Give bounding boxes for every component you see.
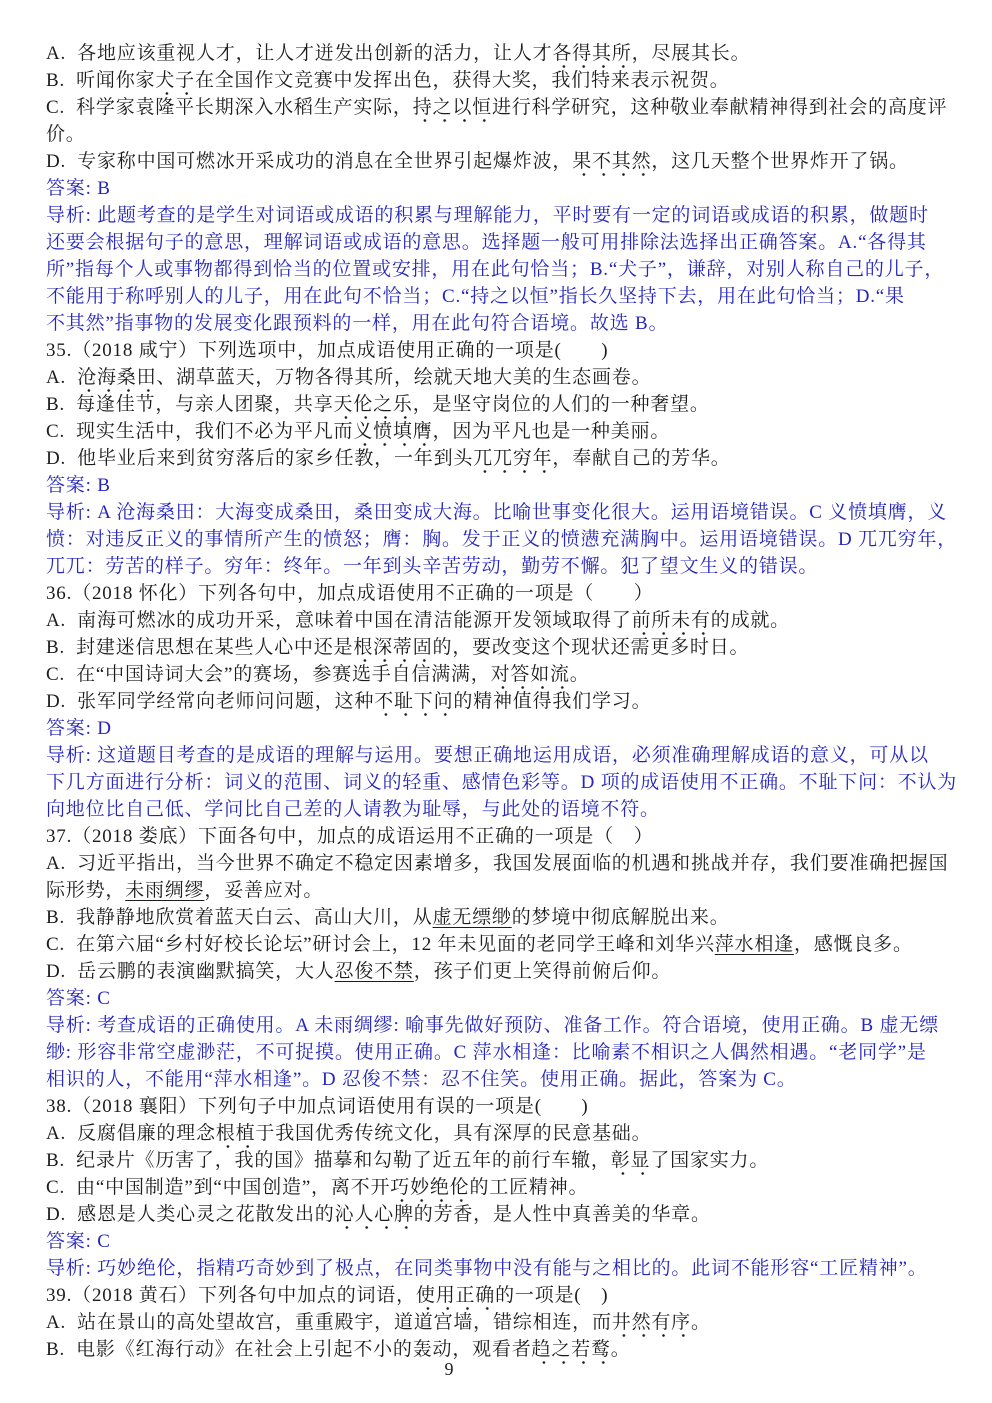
emphasis-dotted-term: 义愤填膺 (353, 421, 432, 447)
page-number: 9 (444, 1359, 454, 1379)
text-run: 价。 (46, 124, 86, 145)
text-run: 兀兀：劳苦的样子。穷年：终年。一年到头辛苦劳动，勤劳不懈。犯了望文生义的错误。 (46, 556, 819, 577)
text-run: C. 在第六届“乡村好校长论坛”研讨会上，12 年未见面的老同学王峰和刘华兴 (46, 934, 715, 955)
text-run: D. 专家称中国可燃冰开采成功的消息在全世界引起爆炸波， (46, 151, 573, 172)
question-header (46, 1282, 950, 1309)
option-line (46, 1120, 950, 1147)
answer-line (46, 715, 950, 742)
text-run: 导析: 巧妙绝伦，指精巧奇妙到了极点，在同类事物中没有能与之相比的。此词不能形容“工匠精神”。 (46, 1258, 928, 1279)
analysis-continuation-line (46, 283, 950, 310)
analysis-line (46, 742, 950, 769)
text-run: 在全国作文竞赛中发挥出色，获得大奖，我们特来表示祝贺。 (194, 70, 730, 91)
option-continuation-line (46, 877, 950, 904)
analysis-continuation-line (46, 256, 950, 283)
text-run: 导析: 这道题目考查的是成语的理解与运用。要想正确地运用成语，必须准确理解成语的意义，可从以 (46, 745, 929, 766)
text-run: 答案: C (46, 988, 111, 1009)
analysis-continuation-line (46, 526, 958, 553)
emphasis-dotted-term: 沧海桑田 (77, 367, 156, 393)
text-run: 的芳香，是人性中真善美的华章。 (413, 1204, 711, 1225)
text-run: 答案: B (46, 475, 111, 496)
text-run: B. 每逢佳节，与亲人团聚，共享 (46, 394, 334, 415)
text-run: ，因为平凡也是一种美丽。 (432, 421, 671, 442)
text-run: 的成就。 (710, 610, 790, 631)
text-run: 相识的人，不能用“萍水相逢”。D 忍俊不禁：忍不住笑。使用正确。据此，答案为 C。 (46, 1069, 797, 1090)
emphasis-dotted-term: 各得其所 (552, 43, 631, 69)
option-line (46, 364, 950, 391)
emphasis-dotted-term: 兀兀穷年 (473, 448, 552, 474)
text-run: 的一项是( ) (495, 1285, 609, 1306)
text-run: 35.（2018 咸宁）下列选项中，加点成语使用正确的一项是( ) (46, 340, 609, 361)
underlined-term: 萍水相逢 (714, 934, 794, 955)
text-run: A. 习近平指出，当今世界不确定不稳定因素增多，我国发展面临的机遇和挑战并存，我们要准确把握国 (46, 853, 949, 874)
question-header (46, 823, 950, 850)
option-line (46, 634, 950, 661)
emphasis-dotted-term: 井然有序 (612, 1312, 691, 1338)
option-line (46, 1336, 950, 1363)
option-line (46, 67, 950, 94)
emphasis-dotted-term: 彰显 (611, 1150, 651, 1176)
text-run: 导析: 考查成语的正确使用。A 未雨绸缪: 喻事先做好预防、准备工作。符合语境，使用正确。B 虚无缥 (46, 1015, 939, 1036)
text-run: 的工匠精神。 (469, 1177, 589, 1198)
text-run: ，妥善应对。 (204, 880, 324, 901)
text-run: 所”指每个人或事物都得到恰当的位置或安排，用在此句恰当；B.“犬子”，谦辞，对别人称自己的儿子， (46, 259, 945, 280)
option-line (46, 1174, 950, 1201)
option-line (46, 445, 950, 472)
option-line (46, 1201, 950, 1228)
document-content (46, 40, 958, 1363)
underlined-term: 忍俊不禁 (334, 961, 414, 982)
text-run: D. 张军同学经常向老师问问题，这种 (46, 691, 375, 712)
text-run: 。 (569, 664, 590, 685)
analysis-continuation-line (46, 1066, 950, 1093)
text-run: 还要会根据句子的意思，理解词语或成语的意思。选择题一般可用排除法选择出正确答案。A.“各得其 (46, 232, 927, 253)
text-run: C. 在“中国诗词大会”的赛场，参赛选手自信满满， (46, 664, 491, 685)
text-run: A. 各地应该重视人才，让人才迸发出创新的活力，让人才 (46, 43, 553, 64)
option-line (46, 391, 950, 418)
text-run: A. (46, 367, 78, 388)
text-run: 了国家实力。 (650, 1150, 770, 1171)
option-line (46, 418, 950, 445)
text-run: ，这几天整个世界炸开了锅。 (651, 151, 909, 172)
text-run: A. 南海可燃冰的成功开采，意味着中国在清洁能源开发领域取得了 (46, 610, 632, 631)
emphasis-dotted-term: 持之以恒 (413, 97, 492, 123)
text-run: 下几方面进行分析：词义的范围、词义的轻重、感情色彩等。D 项的成语使用不正确。不耻下问：不认为 (46, 772, 958, 793)
emphasis-dotted-term: 巧妙绝伦 (390, 1177, 469, 1203)
option-line (46, 1309, 950, 1336)
text-run: ，奉献自己的芳华。 (552, 448, 731, 469)
analysis-line (46, 1255, 950, 1282)
text-run: B. 听闻你家 (46, 70, 156, 91)
text-run: 、湖草蓝天，万物各得其所，绘就天地大美的生态画卷。 (156, 367, 652, 388)
text-run: 进行科学研究，这种敬业奉献精神得到社会的高度评 (491, 97, 948, 118)
text-run: 。 (690, 1312, 711, 1333)
text-run: B. 电影《红海行动》在社会上引起不小的轰动，观看者 (46, 1339, 532, 1360)
text-run: B. 封建迷信思想在某些人心中还是 (46, 637, 354, 658)
emphasis-dotted-term: 天伦之乐 (334, 394, 413, 420)
option-line (46, 1147, 950, 1174)
analysis-continuation-line (46, 769, 958, 796)
answer-line (46, 472, 950, 499)
answer-line (46, 985, 950, 1012)
text-run: 的，要改变这个现状还需更多时日。 (432, 637, 750, 658)
option-continuation-line (46, 121, 950, 148)
text-run: 不其然”指事物的发展变化跟预料的一样，用在此句符合语境。故选 B。 (46, 313, 669, 334)
text-run: 愤：对违反正义的事情所产生的愤怒；膺：胸。发于正义的愤懑充满胸中。运用语境错误。D 兀兀穷年， (46, 529, 958, 550)
option-line (46, 904, 950, 931)
text-run: D. 岳云鹏的表演幽默搞笑，大人 (46, 961, 335, 982)
emphasis-dotted-term: 前所未有 (632, 610, 711, 636)
text-run: A. 反腐倡廉的理念 (46, 1123, 216, 1144)
text-run: ，是坚守岗位的人们的一种奢望。 (412, 394, 710, 415)
text-run: 答案: C (46, 1231, 111, 1252)
analysis-line (46, 1012, 950, 1039)
emphasis-dotted-term: 果不其然 (572, 151, 651, 177)
text-run: 缈: 形容非常空虚渺茫，不可捉摸。使用正确。C 萍水相逢：比喻素不相识之人偶然相遇。“老同学”是 (46, 1042, 927, 1063)
underlined-term: 未雨绸缪 (125, 880, 205, 901)
option-line (46, 850, 950, 877)
analysis-continuation-line (46, 553, 950, 580)
text-run: ，孩子们更上笑得前俯后仰。 (413, 961, 672, 982)
emphasis-dotted-term: 犬子 (155, 70, 195, 96)
emphasis-dotted-term: 使用正确 (416, 1285, 495, 1311)
text-run: 37.（2018 娄底）下面各句中，加点的成语运用不正确的一项是（ ） (46, 826, 654, 847)
text-run: 38.（2018 襄阳）下列句子中加点词语使用有误的一项是( ) (46, 1096, 589, 1117)
analysis-line (46, 202, 950, 229)
text-run: 答案: B (46, 178, 111, 199)
text-run: 际形势， (46, 880, 126, 901)
option-line (46, 40, 950, 67)
text-run: B. 纪录片《历害了，我的国》描摹和勾勒了近五年的前行车辙， (46, 1150, 611, 1171)
text-run: A. 站在景山的高处望故宫，重重殿宇，道道宫墙，错综相连，而 (46, 1312, 612, 1333)
analysis-continuation-line (46, 1039, 950, 1066)
text-run: 36.（2018 怀化）下列各句中，加点成语使用不正确的一项是（ ） (46, 583, 654, 604)
emphasis-dotted-term: 根植 (216, 1123, 256, 1149)
text-run: 导析: 此题考查的是学生对词语或成语的积累与理解能力，平时要有一定的词语或成语的积累，做题时 (46, 205, 929, 226)
underlined-term: 虚无缥缈 (432, 907, 512, 928)
emphasis-dotted-term: 不耻下问 (374, 691, 453, 717)
text-run: C. 现实生活中，我们不必为平凡而 (46, 421, 354, 442)
text-run: 导析: A 沧海桑田：大海变成桑田，桑田变成大海。比喻世事变化很大。运用语境错误。C 义愤填膺，义 (46, 502, 948, 523)
option-line (46, 958, 950, 985)
analysis-continuation-line (46, 796, 950, 823)
text-run: D. 他毕业后来到贫穷落后的家乡任教，一年到头 (46, 448, 474, 469)
analysis-continuation-line (46, 229, 950, 256)
question-header (46, 1093, 950, 1120)
text-run: 的精神值得我们学习。 (453, 691, 652, 712)
text-run: 于我国优秀传统文化，具有深厚的民意基础。 (255, 1123, 652, 1144)
text-run: 答案: D (46, 718, 112, 739)
text-run: ，感慨良多。 (793, 934, 913, 955)
analysis-continuation-line (46, 310, 950, 337)
text-run: 不能用于称呼别人的儿子，用在此句不恰当；C.“持之以恒”指长久坚持下去，用在此句恰当；D.“果 (46, 286, 905, 307)
option-line (46, 94, 950, 121)
analysis-line (46, 499, 950, 526)
text-run: 向地位比自己低、学问比自己差的人请教为耻辱，与此处的语境不符。 (46, 799, 660, 820)
text-run: 39.（2018 黄石）下列各句中加点的词语， (46, 1285, 416, 1306)
text-run: ，尽展其长。 (631, 43, 751, 64)
answer-line (46, 175, 950, 202)
text-run: D. 感恩是人类心灵之花散发出的 (46, 1204, 335, 1225)
emphasis-dotted-term: 对答如流 (491, 664, 570, 690)
text-run: C. 科学家袁隆平长期深入水稻生产实际， (46, 97, 413, 118)
question-header (46, 337, 950, 364)
emphasis-dotted-term: 沁人心脾 (335, 1204, 414, 1230)
option-line (46, 688, 950, 715)
text-run: B. 我静静地欣赏着蓝天白云、高山大川，从 (46, 907, 433, 928)
emphasis-dotted-term: 根深蒂固 (353, 637, 432, 663)
option-line (46, 931, 950, 958)
question-header (46, 580, 950, 607)
option-line (46, 148, 950, 175)
text-run: 的梦境中彻底解脱出来。 (511, 907, 730, 928)
answer-line (46, 1228, 950, 1255)
text-run: 。 (610, 1339, 631, 1360)
option-line (46, 661, 950, 688)
emphasis-dotted-term: 趋之若鹜 (532, 1339, 611, 1365)
option-line (46, 607, 950, 634)
text-run: C. 由“中国制造”到“中国创造”，离不开 (46, 1177, 391, 1198)
